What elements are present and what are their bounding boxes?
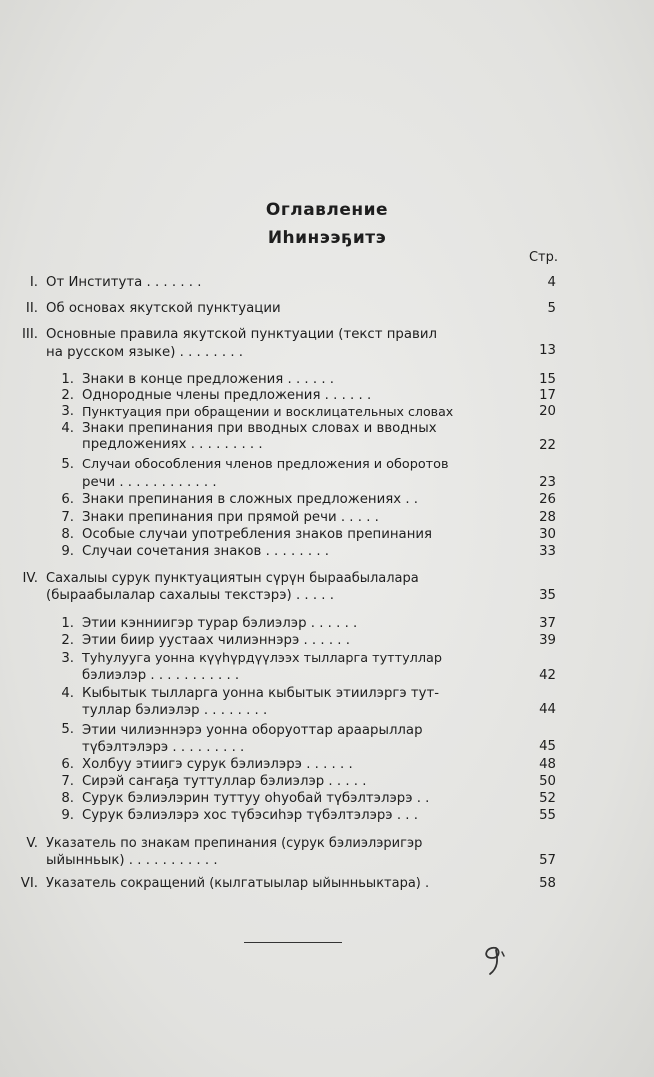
entry-title-line-1: Случаи обособления членов предложения и оборотов — [82, 457, 449, 472]
entry-page: 48 — [539, 757, 556, 772]
entry-number: 3. — [61, 651, 74, 666]
entry-title: Этии биир уустаах чилиэннэрэ . . . . . . — [82, 633, 350, 648]
entry-number: 6. — [61, 757, 74, 772]
entry-number: 6. — [61, 492, 74, 507]
entry-title-line-2: предложениях . . . . . . . . . — [82, 437, 263, 452]
entry-number: I. — [29, 275, 38, 290]
entry-title-line-2: на русском языке) . . . . . . . . — [46, 345, 244, 360]
entry-title: Знаки препинания в сложных предложениях . . — [82, 492, 419, 507]
entry-number: 7. — [61, 774, 74, 789]
entry-title: Сурук бэлиэлэрин туттуу оһуобай түбэлтэлэрэ . . — [82, 791, 430, 806]
entry-title: Особые случаи употребления знаков препинания — [82, 527, 433, 542]
entry-title: Случаи сочетания знаков . . . . . . . . — [82, 544, 330, 559]
entry-page: 28 — [539, 510, 556, 525]
entry-number: VI. — [20, 876, 38, 891]
entry-title: Однородные члены предложения . . . . . . — [82, 388, 372, 403]
entry-page: 50 — [539, 774, 556, 789]
entry-number: 8. — [61, 791, 74, 806]
entry-title-line-1: Знаки препинания при вводных словах и вводных — [82, 421, 437, 436]
entry-page: 44 — [539, 702, 556, 717]
handwritten-mark — [474, 938, 514, 978]
entry-number: 2. — [61, 633, 74, 648]
entry-title-line-1: Туһулууга уонна күүһүрдүүлээх тылларга туттуллар — [82, 651, 442, 666]
entry-number: 4. — [61, 421, 74, 436]
entry-title: Сурук бэлиэлэрэ хос түбэсиһэр түбэлтэлэрэ . . . — [82, 808, 418, 823]
entry-number: II. — [25, 301, 38, 316]
entry-title-line-1: Кыбытык тылларга уонна кыбытык этиилэргэ тут- — [82, 686, 440, 701]
title-sakha: Иһинээҕитэ — [267, 228, 387, 248]
entry-page: 23 — [539, 475, 556, 490]
entry-title: Холбуу этиигэ сурук бэлиэлэрэ . . . . . . — [82, 757, 353, 772]
entry-page: 4 — [547, 275, 556, 290]
entry-title: От Института . . . . . . . — [46, 275, 202, 290]
end-separator-line — [244, 942, 342, 943]
entry-number: V. — [26, 836, 38, 851]
entry-page: 45 — [539, 739, 556, 754]
entry-page: 35 — [539, 588, 556, 603]
entry-title: Об основах якутской пунктуации — [46, 301, 281, 316]
entry-number: 5. — [61, 722, 74, 737]
entry-page: 22 — [539, 438, 556, 453]
entry-number: 2. — [61, 388, 74, 403]
entry-title-line-1: Основные правила якутской пунктуации (текст правил — [46, 327, 437, 342]
entry-page: 20 — [539, 404, 556, 419]
entry-number: III. — [22, 327, 38, 342]
entry-page: 55 — [539, 808, 556, 823]
entry-number: 5. — [61, 457, 74, 472]
entry-number: 9. — [61, 544, 74, 559]
entry-page: 33 — [539, 544, 556, 559]
entry-number: 3. — [61, 404, 74, 419]
entry-title: Знаки в конце предложения . . . . . . — [82, 372, 335, 387]
entry-page: 39 — [539, 633, 556, 648]
entry-title: Сирэй саҥаҕа туттуллар бэлиэлэр . . . . . — [82, 774, 367, 789]
title-russian: Оглавление — [265, 200, 389, 220]
entry-title-line-2: ыйынньык) . . . . . . . . . . . — [46, 853, 218, 868]
entry-title-line-1: Указатель по знакам препинания (сурук бэлиэлэригэр — [46, 836, 423, 851]
entry-number: 7. — [61, 510, 74, 525]
entry-number: 4. — [61, 686, 74, 701]
entry-number: 1. — [61, 616, 74, 631]
entry-page: 5 — [547, 301, 556, 316]
entry-title-line-2: речи . . . . . . . . . . . . — [82, 475, 217, 490]
entry-title: Этии кэнниигэр турар бэлиэлэр . . . . . . — [82, 616, 358, 631]
entry-page: 37 — [539, 616, 556, 631]
entry-number: IV. — [22, 571, 38, 586]
entry-number: 9. — [61, 808, 74, 823]
entry-page: 57 — [539, 853, 556, 868]
page-column-label: Стр. — [528, 250, 558, 265]
entry-title: Указатель сокращений (кылгатыылар ыйынньыктара) . — [46, 876, 430, 891]
entry-page: 42 — [539, 668, 556, 683]
entry-number: 8. — [61, 527, 74, 542]
entry-title: Этии чилиэннэрэ уонна оборуоттар араарыллар түбэлтэлэрэ . . . . . . . . . — [82, 723, 423, 755]
entry-title-line-2: бэлиэлэр . . . . . . . . . . . — [82, 668, 240, 683]
entry-title-line-2: (быраабылалар сахалыы текстэрэ) . . . . . — [46, 588, 334, 603]
entry-page: 30 — [539, 527, 556, 542]
entry-page: 17 — [539, 388, 556, 403]
entry-title: Знаки препинания при прямой речи . . . . . — [82, 510, 379, 525]
entry-page: 52 — [539, 791, 556, 806]
entry-number: 1. — [61, 372, 74, 387]
entry-title-line-1: Сахалыы сурук пунктуациятын сүрүн быраабылалара — [46, 571, 419, 586]
entry-page: 58 — [539, 876, 556, 891]
entry-title-line-2: туллар бэлиэлэр . . . . . . . . — [82, 703, 268, 718]
entry-title: Пунктуация при обращении и восклицательных словах — [82, 404, 454, 419]
entry-page: 13 — [539, 343, 556, 358]
entry-page: 26 — [539, 492, 556, 507]
entry-page: 15 — [539, 372, 556, 387]
